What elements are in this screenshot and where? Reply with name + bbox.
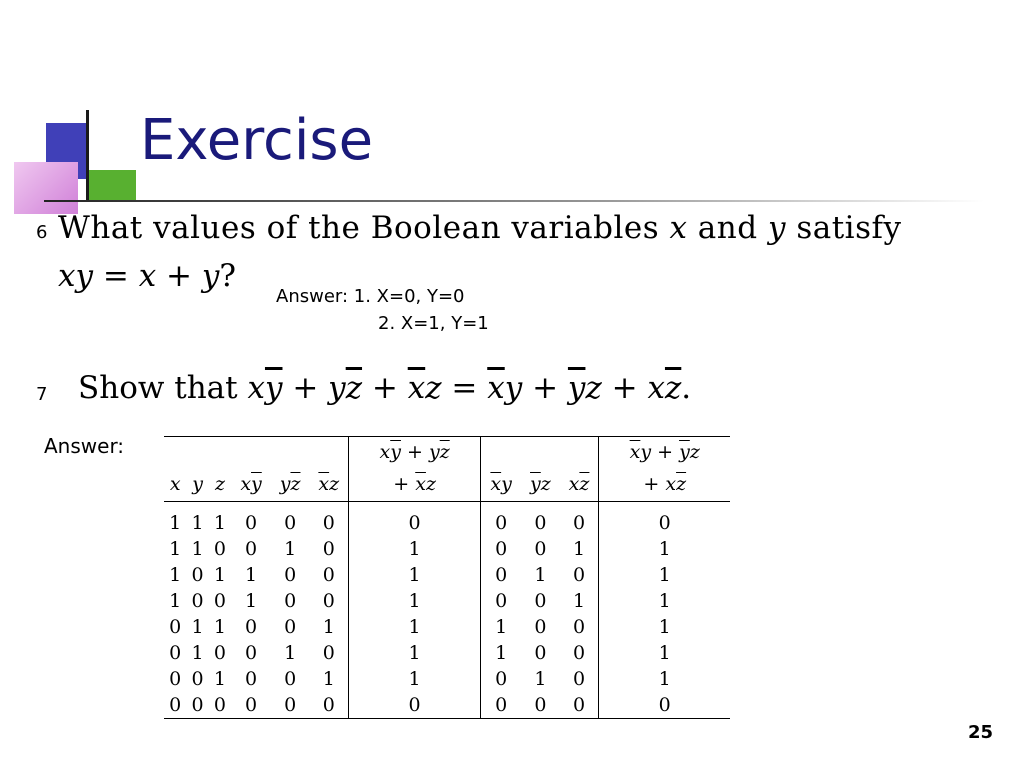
header-z: z [209, 467, 231, 502]
table-cell: 0 [658, 512, 671, 534]
logo-pink-square [14, 162, 78, 214]
question-6-answer-line1: Answer: 1. X=0, Y=0 [276, 286, 465, 307]
table-cell: 0 [349, 692, 481, 719]
table-cell: 1 [349, 614, 481, 640]
table-cell: 1 [191, 642, 204, 664]
table-cell: 1 [213, 668, 227, 690]
table-cell: 1 [191, 538, 204, 560]
table-cell: 0 [495, 512, 508, 534]
table-cell: 1 [309, 666, 348, 692]
table-cell: 1 [560, 588, 599, 614]
table-cell: 0 [534, 512, 547, 534]
table-cell: 0 [169, 694, 182, 716]
table-cell: 1 [658, 668, 671, 690]
table-cell: 1 [658, 590, 671, 612]
table-cell: 0 [284, 512, 297, 534]
header-xbar-z: $\overline{x}z$ [309, 467, 348, 502]
table-cell: 0 [284, 668, 297, 690]
table-cell: 0 [495, 694, 508, 716]
table-cell: 0 [560, 502, 599, 537]
header-rhs-bottom: + $x\overline{z}$ [599, 467, 730, 502]
table-cell: 0 [169, 642, 182, 664]
table-row [164, 666, 730, 692]
table-row [164, 502, 730, 537]
slide-title: Exercise [140, 108, 374, 173]
table-cell: 0 [244, 694, 258, 716]
table-cell: 0 [349, 502, 481, 537]
table-cell: 0 [169, 616, 182, 638]
table-cell: 1 [191, 616, 204, 638]
table-cell: 1 [213, 616, 227, 638]
logo-green-square [88, 170, 136, 202]
table-cell: 0 [495, 564, 508, 586]
table-row [164, 640, 730, 666]
table-cell: 1 [349, 562, 481, 588]
table-cell: 1 [495, 642, 508, 664]
table-cell: 1 [658, 616, 671, 638]
table-cell: 0 [309, 562, 348, 588]
table-cell: 1 [191, 512, 204, 534]
table-cell: 1 [349, 666, 481, 692]
table-cell: 1 [169, 512, 182, 534]
table-cell: 1 [534, 564, 547, 586]
table-cell: 1 [349, 640, 481, 666]
table-cell: 1 [284, 538, 297, 560]
header-y: y [186, 467, 208, 502]
question-7-answer-label: Answer: [44, 434, 125, 458]
table-cell: 1 [349, 588, 481, 614]
table-cell: 0 [244, 538, 258, 560]
table-cell: 0 [309, 502, 348, 537]
table-cell: 0 [191, 590, 204, 612]
table-cell: 1 [309, 614, 348, 640]
table-cell: 0 [244, 668, 258, 690]
question-6-text-line2: xy = x + y? [58, 258, 236, 294]
header-rhs-top: $\overline{x}y + \overline{y}z$ [629, 441, 700, 463]
table-cell: 0 [284, 694, 297, 716]
table-cell: 0 [309, 588, 348, 614]
table-cell: 0 [658, 694, 671, 716]
table-cell: 0 [560, 562, 599, 588]
table-cell: 1 [560, 536, 599, 562]
table-cell: 0 [495, 668, 508, 690]
table-cell: 0 [560, 692, 599, 719]
table-cell: 0 [495, 590, 508, 612]
table-cell: 1 [244, 590, 258, 612]
table-cell: 0 [309, 536, 348, 562]
question-6-text-line1: What values of the Boolean variables x and y satisfy [58, 210, 902, 246]
header-x-zbar: $x\overline{z}$ [560, 467, 599, 502]
table-cell: 1 [213, 512, 227, 534]
page-number: 25 [968, 722, 994, 743]
table-cell: 0 [495, 538, 508, 560]
truth-table [164, 436, 730, 719]
title-underline [44, 200, 984, 202]
header-x-ybar: $x\overline{y}$ [231, 467, 271, 502]
table-cell: 0 [309, 692, 348, 719]
table-cell: 0 [309, 640, 348, 666]
table-cell: 1 [169, 564, 182, 586]
table-row [164, 692, 730, 719]
table-cell: 0 [534, 616, 547, 638]
header-ybar-z: $\overline{y}z$ [521, 467, 559, 502]
table-row [164, 562, 730, 588]
header-x: x [164, 467, 186, 502]
table-cell: 0 [191, 694, 204, 716]
table-cell: 1 [284, 642, 297, 664]
table-cell: 1 [169, 590, 182, 612]
table-cell: 0 [213, 590, 227, 612]
header-lhs-top: $x\overline{y} + y\overline{z}$ [349, 437, 481, 468]
table-cell: 0 [560, 666, 599, 692]
table-cell: 1 [169, 538, 182, 560]
header-lhs-bottom: + $\overline{x}z$ [349, 467, 481, 502]
table-cell: 1 [658, 564, 671, 586]
table-cell: 0 [284, 590, 297, 612]
table-cell: 0 [534, 694, 547, 716]
table-cell: 0 [534, 590, 547, 612]
table-cell: 1 [244, 564, 258, 586]
table-cell: 0 [534, 642, 547, 664]
table-cell: 1 [534, 668, 547, 690]
table-cell: 0 [169, 668, 182, 690]
table-cell: 0 [244, 512, 258, 534]
table-cell: 0 [244, 616, 258, 638]
table-cell: 0 [213, 642, 227, 664]
table-row [164, 614, 730, 640]
header-y-zbar: $y\overline{z}$ [271, 467, 309, 502]
table-cell: 0 [284, 616, 297, 638]
question-6-number: 6 [36, 222, 48, 243]
question-6-answer-line2: 2. X=1, Y=1 [378, 313, 489, 334]
table-cell: 0 [560, 614, 599, 640]
table-cell: 0 [244, 642, 258, 664]
table-cell: 1 [213, 564, 227, 586]
table-cell: 1 [349, 536, 481, 562]
table-cell: 1 [658, 642, 671, 664]
table-cell: 0 [284, 564, 297, 586]
table-row [164, 588, 730, 614]
table-cell: 0 [560, 640, 599, 666]
table-cell: 1 [495, 616, 508, 638]
question-7-statement: Show that $x\overline{y} + y\overline{z} + \overline{x}z = \overline{x}y + \overline{y}z + x\overline{z}$. [78, 370, 692, 406]
table-cell: 0 [213, 538, 227, 560]
table-row [164, 536, 730, 562]
table-cell: 0 [191, 668, 204, 690]
question-7-number: 7 [36, 384, 48, 405]
table-cell: 1 [658, 538, 671, 560]
table-cell: 0 [534, 538, 547, 560]
logo-vertical-line [86, 110, 89, 202]
table-cell: 0 [213, 694, 227, 716]
table-cell: 0 [191, 564, 204, 586]
header-xbar-y: $\overline{x}y$ [481, 467, 522, 502]
